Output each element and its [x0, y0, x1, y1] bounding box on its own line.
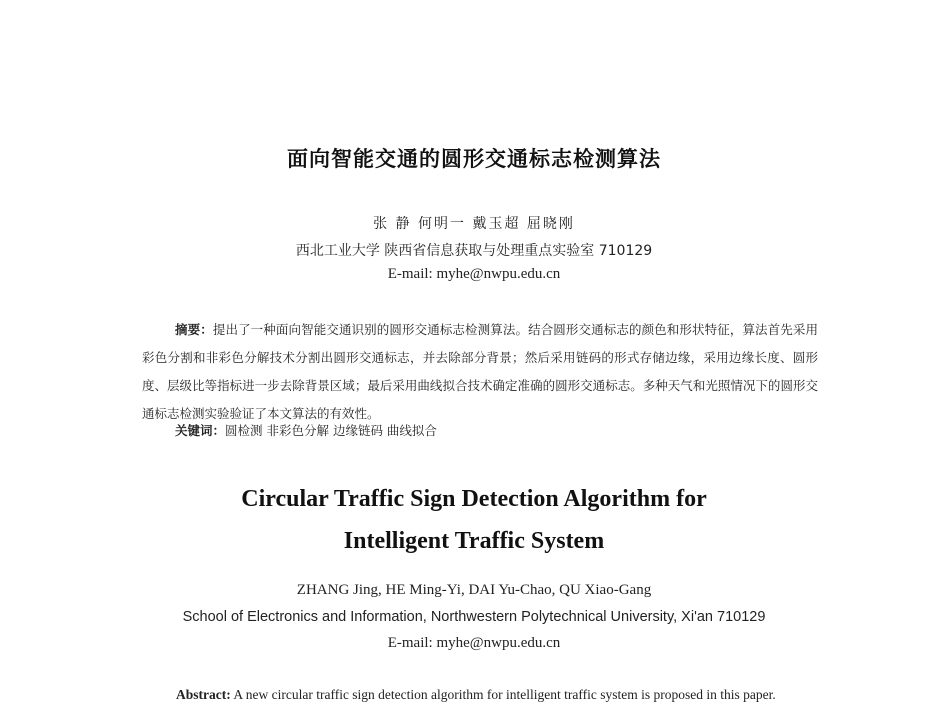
english-title-line1: Circular Traffic Sign Detection Algorithm for [241, 486, 707, 512]
chinese-keywords-text: 圆检测 非彩色分解 边缘链码 曲线拟合 [225, 423, 437, 438]
chinese-abstract-text: 提出了一种面向智能交通识别的圆形交通标志检测算法。结合圆形交通标志的颜色和形状特征，算法首先采用彩色分割和非彩色分解技术分割出圆形交通标志，并去除部分背景；然后采用链码的形式存储边缘，采用边缘长度、圆形度、层级比等指标进一步去除背景区域；最后采用曲线拟合技术确定准确的圆形交通标志。多种天气和光照情况下的圆形交通标志检测实验验证了本文算法的有效性。 [142, 322, 818, 421]
english-title-line2: Intelligent Traffic System [343, 528, 605, 554]
english-abstract [176, 687, 876, 703]
chinese-authors: 张 静 何明一 戴玉超 屈晓刚 [373, 216, 575, 232]
english-abstract-label: Abstract: [176, 687, 231, 702]
chinese-abstract [142, 316, 818, 428]
chinese-email: E-mail: myhe@nwpu.edu.cn [387, 266, 561, 282]
english-affiliation: School of Electronics and Information, Northwestern Polytechnical University, Xi'an 710129 [182, 609, 766, 625]
chinese-title: 面向智能交通的圆形交通标志检测算法 [287, 147, 661, 171]
english-abstract-text: A new circular traffic sign detection algorithm for intelligent traffic system is proposed in this paper. [230, 687, 776, 702]
chinese-abstract-label: 摘要： [175, 322, 213, 337]
english-title [0, 478, 948, 562]
chinese-affiliation: 西北工业大学 陕西省信息获取与处理重点实验室 710129 [295, 243, 653, 259]
english-authors: ZHANG Jing, HE Ming-Yi, DAI Yu-Chao, QU Xiao-Gang [296, 582, 652, 598]
english-email: E-mail: myhe@nwpu.edu.cn [387, 635, 561, 651]
chinese-keywords-label: 关键词： [175, 423, 226, 438]
chinese-keywords [175, 421, 815, 439]
